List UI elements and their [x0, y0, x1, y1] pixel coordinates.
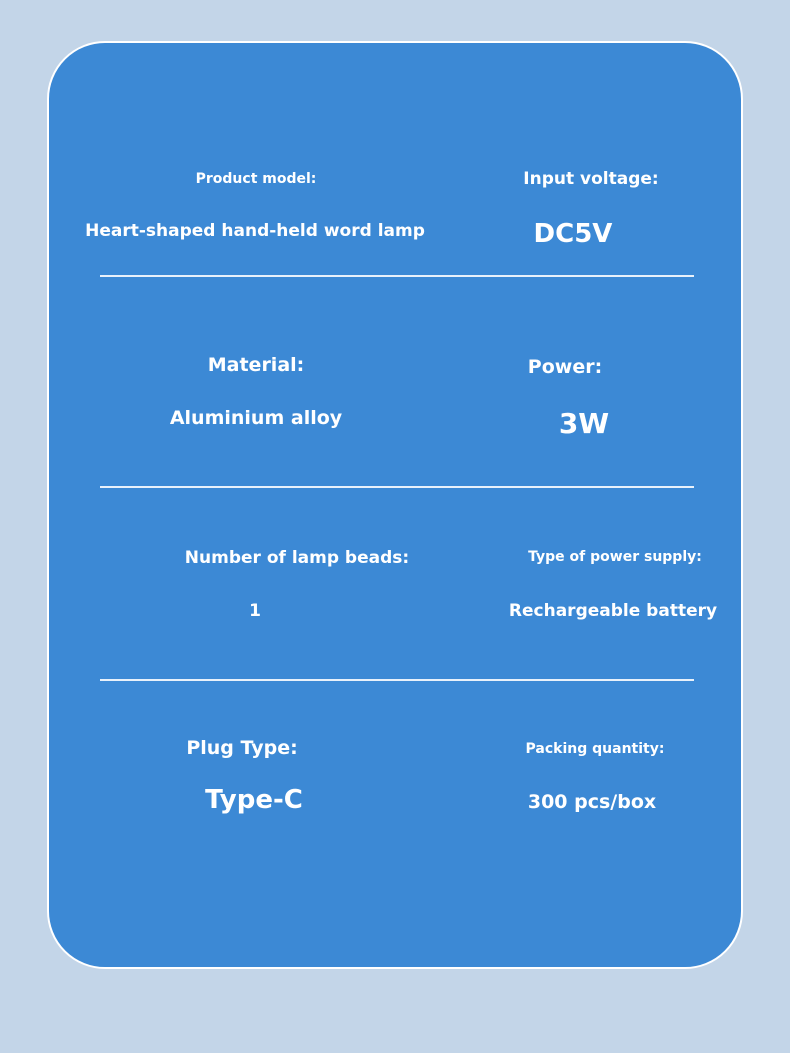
packing-quantity-value: 300 pcs/box	[527, 791, 657, 813]
plug-type-label: Plug Type:	[186, 737, 298, 759]
input-voltage-value: DC5V	[533, 219, 613, 249]
input-voltage-label: Input voltage:	[523, 169, 659, 189]
lamp-beads-label: Number of lamp beads:	[184, 548, 410, 568]
lamp-beads-value: 1	[249, 601, 261, 621]
divider-3	[100, 679, 694, 681]
divider-1	[100, 275, 694, 277]
divider-2	[100, 486, 694, 488]
product-model-value: Heart-shaped hand-held word lamp	[85, 221, 425, 241]
packing-quantity-label: Packing quantity:	[525, 741, 665, 757]
material-label: Material:	[207, 354, 305, 376]
material-value: Aluminium alloy	[169, 407, 343, 429]
plug-type-value: Type-C	[205, 785, 303, 815]
power-label: Power:	[527, 356, 603, 378]
product-model-label: Product model:	[195, 171, 317, 187]
power-supply-label: Type of power supply:	[528, 549, 702, 565]
power-supply-value: Rechargeable battery	[508, 601, 718, 621]
power-value: 3W	[558, 407, 610, 440]
